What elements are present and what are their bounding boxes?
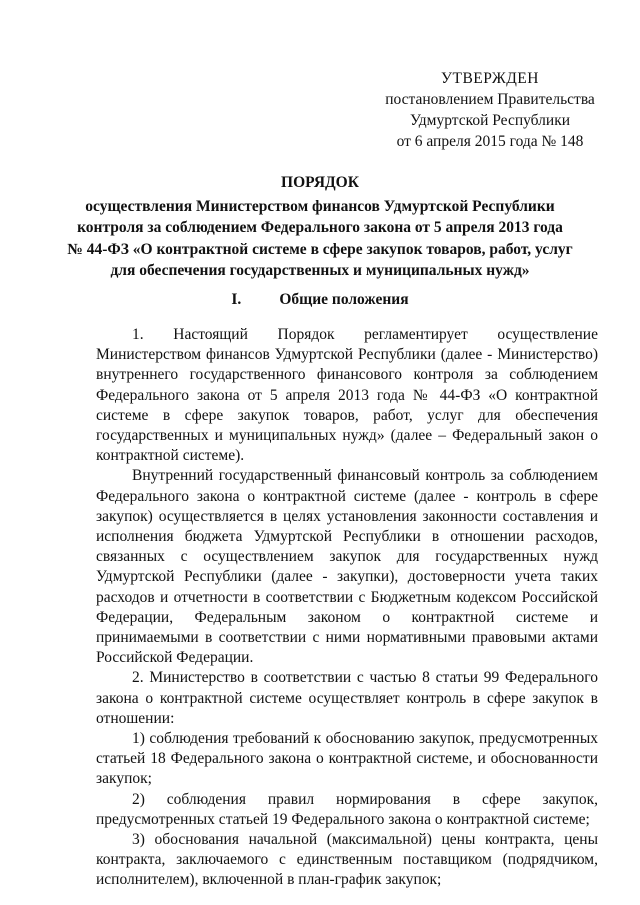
approval-line-3: от 6 апреля 2015 года № 148: [396, 133, 584, 150]
paragraph-1: 1. Настоящий Порядок регламентирует осуществление Министерством финансов Удмуртской Республики (далее - Министерство) внутреннего государственного финансового контроля за соблюдением Федерального закона от 5 апреля 2013 года № 44-ФЗ «О контрактной системе в сфере закупок товаров, работ, услуг для обеспечения государственных и муниципальных нужд» (далее – Федеральный закон о контрактной системе).: [96, 326, 598, 465]
heading-line-1: осуществления Министерством финансов Удмуртской Республики: [85, 197, 555, 215]
section-title: Общие положения: [279, 291, 409, 308]
section-heading: [60, 291, 580, 309]
document-heading: [60, 172, 580, 282]
paragraph-3: 2. Министерство в соответствии с частью 8 статьи 99 Федерального закона о контрактной системе осуществляет контроль в сфере закупок в отношении:: [96, 669, 598, 727]
approval-line-1: постановлением Правительства: [385, 91, 595, 108]
list-item-2: 2) соблюдения правил нормирования в сфере закупок, предусмотренных статьей 19 Федерального закона о контрактной системе;: [96, 790, 598, 828]
list-item-1: 1) соблюдения требований к обоснованию закупок, предусмотренных статьей 18 Федерального закона о контрактной системе, и обоснованности закупок;: [96, 730, 598, 788]
heading-line-4: для обеспечения государственных и муниципальных нужд»: [110, 262, 530, 279]
document-body: [96, 325, 598, 891]
approval-stamp: [370, 68, 610, 152]
approval-line-2: Удмуртской Республики: [409, 112, 571, 129]
heading-line-2: контроля за соблюдением Федерального закона от 5 апреля 2013 года: [77, 219, 563, 236]
list-item-3: 3) обоснования начальной (максимальной) цены контракта, цены контракта, заключаемого с единственным поставщиком (подрядчиком, исполнителем), включенной в план-график закупок;: [96, 831, 598, 889]
heading-line-3: № 44-ФЗ «О контрактной системе в сфере закупок товаров, работ, услуг: [67, 240, 573, 258]
document-title: ПОРЯДОК: [281, 174, 359, 191]
section-number: I.: [231, 291, 242, 308]
approval-title: УТВЕРЖДЕН: [441, 70, 539, 87]
paragraph-2: Внутренний государственный финансовый контроль за соблюдением Федерального закона о контрактной системе (далее - контроль в сфере закупок) осуществляется в целях установления законности составления и исполнения бюджета Удмуртской Республики в отношении расходов, связанных с осуществлением закупок для государственных нужд Удмуртской Республики (далее - закупки), достоверности учета таких расходов и отчетности в соответствии с Бюджетным кодексом Российской Федерации, Федеральным законом о контрактной системе и принимаемыми в соответствии с ними нормативными правовыми актами Российской Федерации.: [96, 467, 598, 667]
